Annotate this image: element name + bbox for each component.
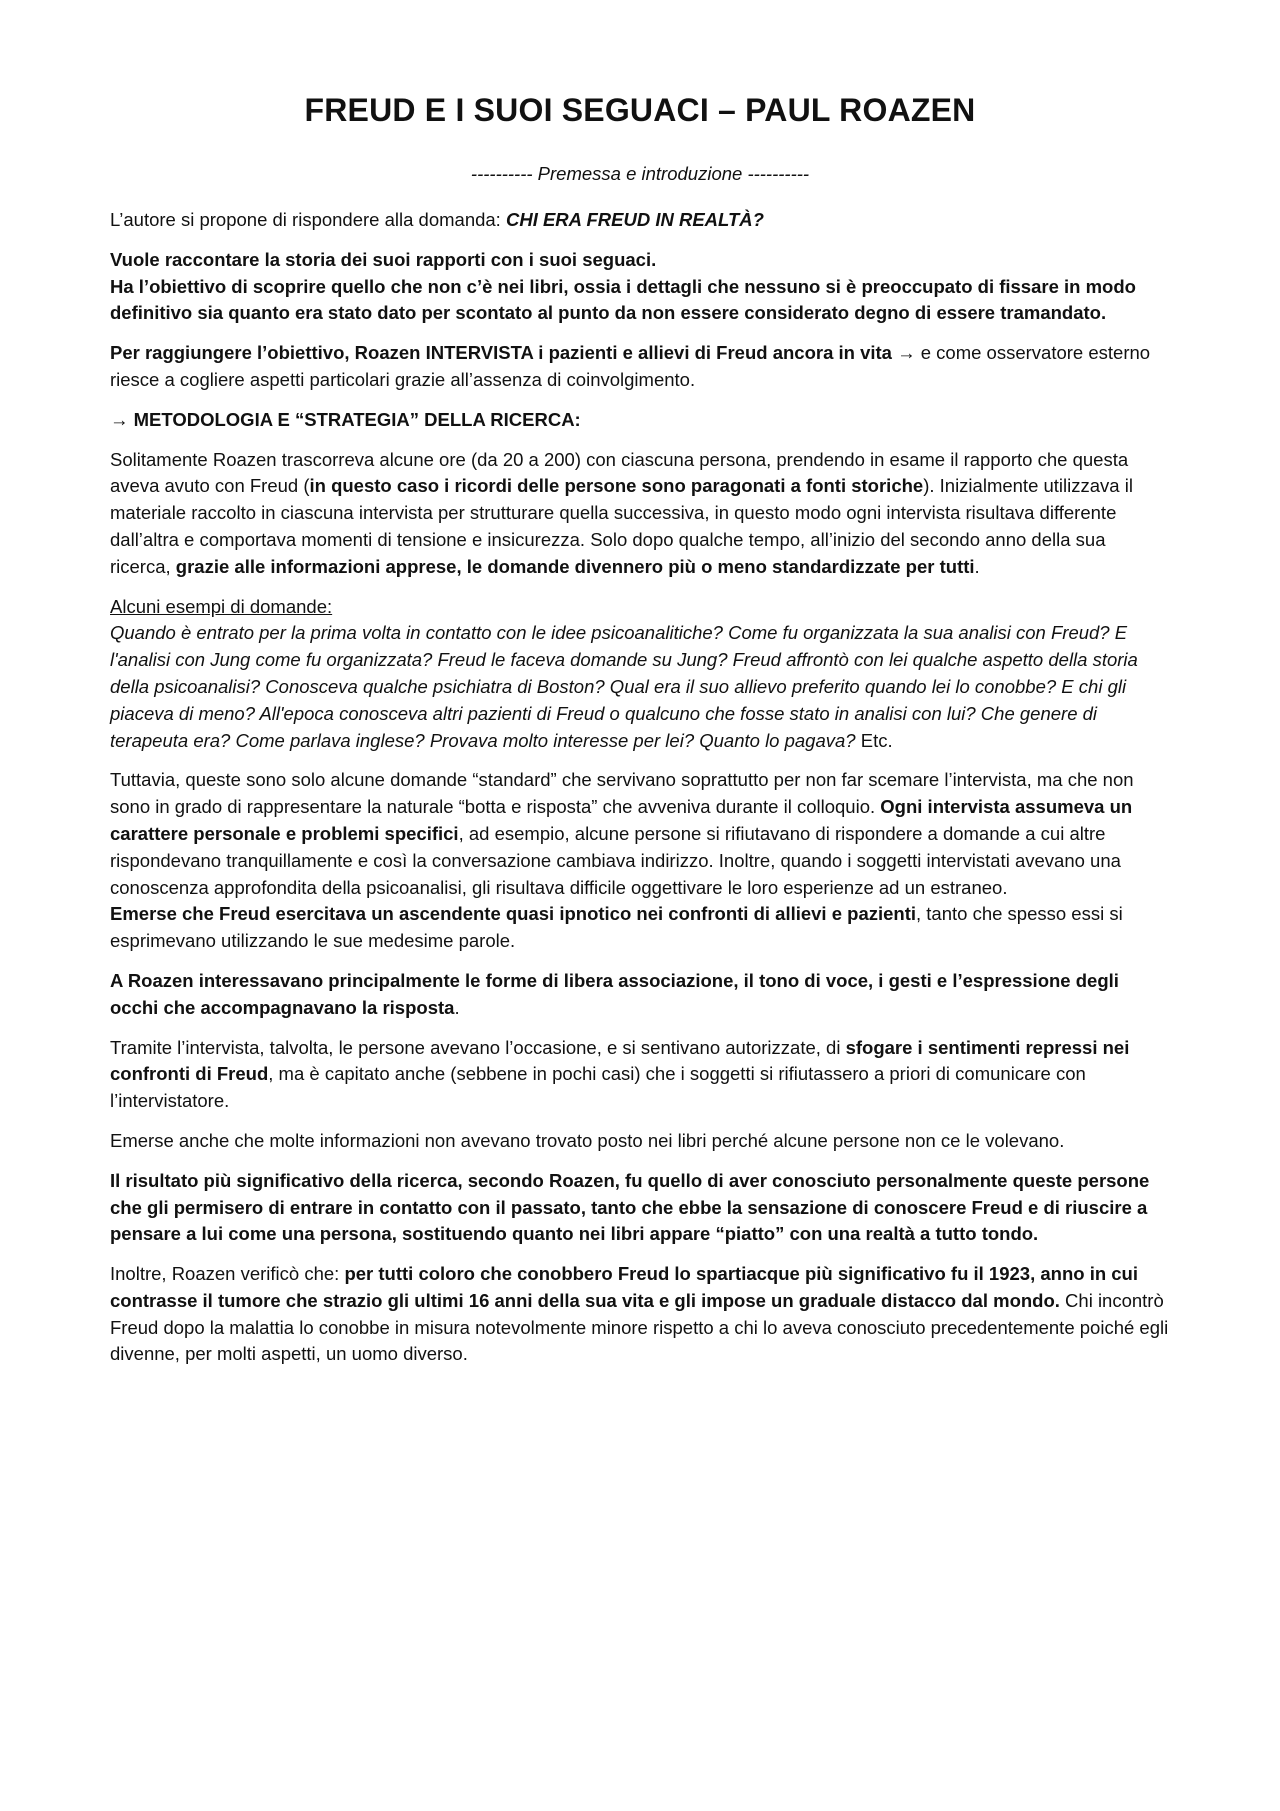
text-run-bold: grazie alle informazioni apprese, le domande divennero più o meno standardizzate per tutti bbox=[175, 555, 975, 577]
text-run: Chi incontrò Freud dopo la malattia lo conobbe in misura notevolmente minore rispetto a chi lo aveva conosciuto precedentemente poiché egli divenne, per molti aspetti, un uomo diverso. bbox=[110, 1289, 1169, 1365]
text-run: L’autore si propone di rispondere alla domanda: bbox=[110, 209, 506, 230]
text-run: Ha l’obiettivo di scoprire quello che non c’è nei libri, ossia i dettagli che nessuno si è preoccupato di fissare in modo definitivo sia quanto era stato dato per scontato al punto da non essere considerato degno di essere tramandato. bbox=[110, 275, 1136, 324]
key-question: CHI ERA FREUD IN REALTÀ? bbox=[505, 209, 764, 230]
paragraph-feelings bbox=[110, 1035, 1170, 1115]
text-run-bold: Emerse che Freud esercitava un ascendente quasi ipnotico nei confronti di allievi e pazienti bbox=[110, 903, 917, 925]
text-run-bold: sfogare i sentimenti repressi nei confronti di Freud bbox=[110, 1036, 1130, 1085]
text-run: → e come osservatore esterno riesce a cogliere aspetti particolari grazie all’assenza di coinvolgimento. bbox=[110, 342, 1151, 390]
paragraph-standard-questions bbox=[110, 767, 1170, 955]
paragraph-missing-info: Emerse anche che molte informazioni non avevano trovato posto nei libri perché alcune persone non ce le volevano. bbox=[110, 1129, 1065, 1151]
heading-methodology: → METODOLOGIA E “STRATEGIA” DELLA RICERCA: bbox=[110, 408, 581, 430]
text-run: ). Inizialmente utilizzava il materiale raccolto in ciascuna intervista per strutturare quella successiva, in questo modo ogni intervista risultava differente dall’altra e comportava momenti di tensione e insicurezza. Solo dopo qualche tempo, all’inizio del secondo anno della sua ricerca, bbox=[110, 475, 1133, 577]
paragraph-result: Il risultato più significativo della ricerca, secondo Roazen, fu quello di aver conosciuto personalmente queste persone che gli permisero di entrare in contatto con il passato, tanto che ebbe la sensazione di conoscere Freud e di riuscire a pensare a lui come una persona, sostituendo quanto nei libri appare “piatto” con una realtà a tutto tondo. bbox=[110, 1169, 1150, 1245]
document-title: FREUD E I SUOI SEGUACI – PAUL ROAZEN bbox=[304, 92, 976, 128]
text-run: Solitamente Roazen trascorreva alcune ore (da 20 a 200) con ciascuna persona, prendendo in esame il rapporto che questa aveva avuto con Freud ( bbox=[110, 448, 1129, 497]
text-run: Inoltre, Roazen verificò che: bbox=[110, 1263, 345, 1285]
paragraph-interests bbox=[110, 968, 1170, 1022]
examples-label: Alcuni esempi di domande: bbox=[110, 595, 333, 617]
text-run: Tuttavia, queste sono solo alcune domande “standard” che servivano soprattutto per non far scemare l’intervista, ma che non sono in grado di rappresentare la naturale “botta e risposta” che avveniva durante il colloquio. bbox=[110, 769, 1134, 818]
paragraph-interviews bbox=[110, 340, 1170, 394]
paragraph-1923 bbox=[110, 1261, 1170, 1368]
text-run-bold: Ogni intervista assumeva un carattere personale e problemi specifici bbox=[110, 796, 1133, 844]
text-run: . bbox=[974, 555, 980, 577]
example-questions-text: Quando è entrato per la prima volta in contatto con le idee psicoanalitiche? Come fu organizzata la sua analisi con Freud? E l'analisi con Jung come fu organizzata? Freud le faceva domande su Jung? Freud affrontò con lei qualche aspetto della storia della psicoanalisi? Conosceva qualche psichiatra di Boston? Qual era il suo allievo preferito quando lei lo conobbe? E chi gli piaceva di meno? All'epoca conosceva altri pazienti di Freud o qualcuno che fosse stato in analisi con lui? Che genere di terapeuta era? Come parlava inglese? Provava molto interesse per lei? Quanto lo pagava? bbox=[110, 622, 1138, 751]
text-run: , ma è capitato anche (sebbene in pochi casi) che i soggetti si rifiutassero a priori di comunicare con l’intervistatore. bbox=[110, 1063, 1086, 1112]
section-subtitle: ---------- Premessa e introduzione ---------- bbox=[470, 163, 810, 184]
text-run-bold: in questo caso i ricordi delle persone sono paragonati a fonti storiche bbox=[309, 475, 924, 497]
text-run: , tanto che spesso essi si esprimevano utilizzando le sue medesime parole. bbox=[110, 903, 1123, 952]
paragraph-methodology bbox=[110, 447, 1170, 581]
text-run: Etc. bbox=[855, 729, 893, 751]
paragraph-goal bbox=[110, 247, 1170, 327]
paragraph-example-questions bbox=[110, 594, 1170, 755]
text-run-bold: A Roazen interessavano principalmente le forme di libera associazione, il tono di voce, i gesti e l’espressione degli occhi che accompagnavano la risposta bbox=[110, 969, 1119, 1018]
text-run: Vuole raccontare la storia dei suoi rapporti con i suoi seguaci. bbox=[110, 248, 657, 270]
text-run-bold: Per raggiungere l’obiettivo, Roazen INTERVISTA i pazienti e allievi di Freud ancora in vita bbox=[110, 342, 892, 364]
paragraph-intro-question bbox=[110, 207, 1170, 234]
text-run: . bbox=[454, 996, 460, 1018]
text-run: , ad esempio, alcune persone si rifiutavano di rispondere a domande a cui altre rispondevano tranquillamente e così la conversazione cambiava indirizzo. Inoltre, quando i soggetti intervistati avevano una conoscenza approfondita della psicoanalisi, gli risultava difficile oggettivare le loro esperienze ad un estraneo. bbox=[110, 822, 1121, 898]
text-run: Tramite l’intervista, talvolta, le persone avevano l’occasione, e si sentivano autorizzate, di bbox=[110, 1036, 846, 1058]
text-run-bold: per tutti coloro che conobbero Freud lo spartiacque più significativo fu il 1923, anno in cui contrasse il tumore che strazio gli ultimi 16 anni della sua vita e gli impose un graduale distacco dal mondo. bbox=[110, 1263, 1139, 1311]
